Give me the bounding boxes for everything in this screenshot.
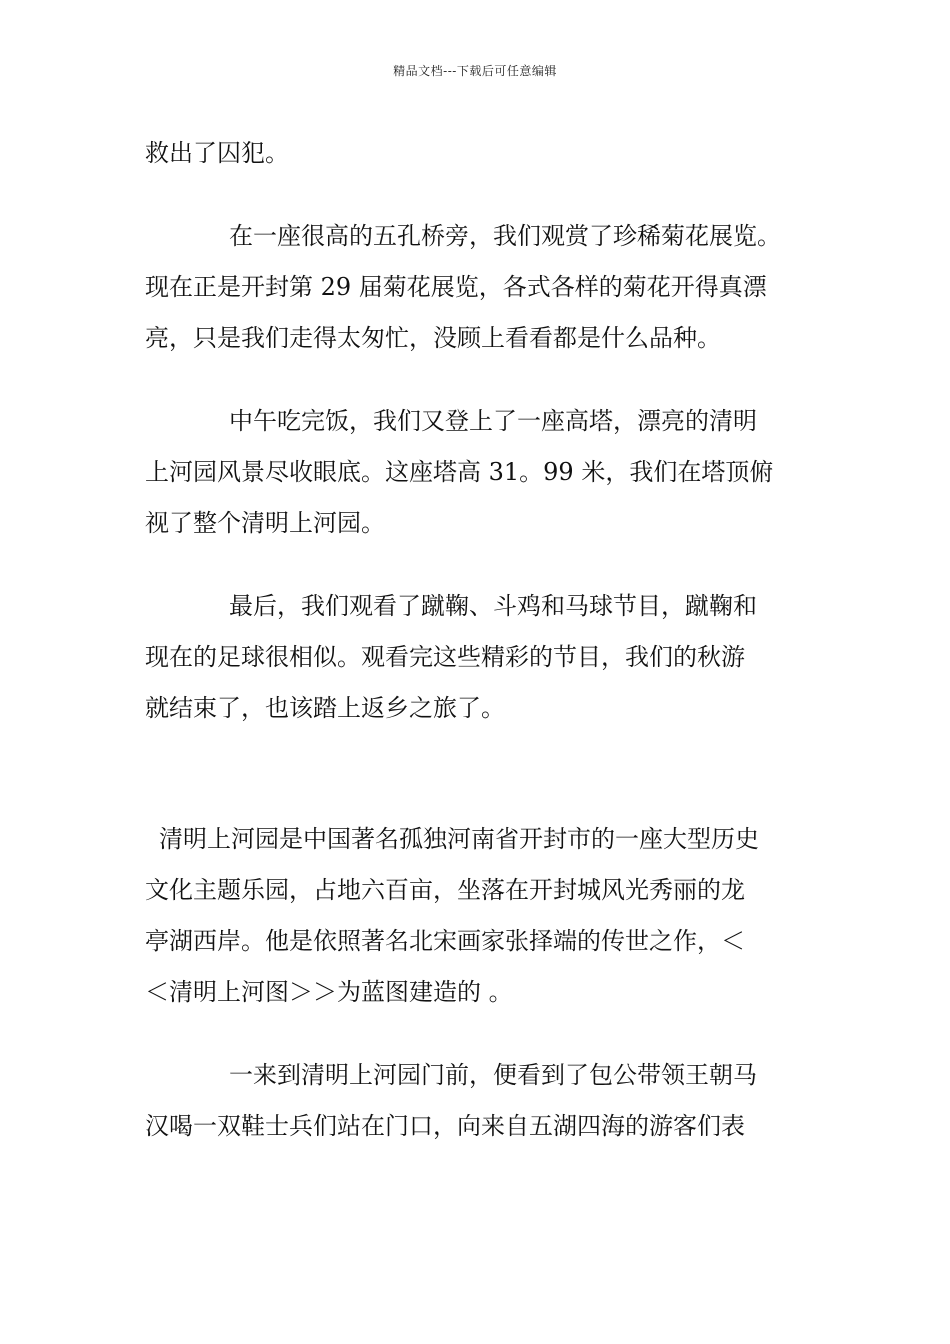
- paragraph-gap: [145, 549, 825, 581]
- paragraph-2: [145, 211, 825, 364]
- paragraph-line: 汉喝一双鞋士兵们站在门口，向来自五湖四海的游客们表: [145, 1112, 745, 1140]
- paragraph-line: 就结束了，也该踏上返乡之旅了。: [145, 694, 505, 722]
- paragraph-line: 最后，我们观看了蹴鞠、斗鸡和马球节目，蹴鞠和: [229, 592, 757, 620]
- paragraph-gap: [145, 364, 825, 396]
- paragraph-line: 一来到清明上河园门前，便看到了包公带领王朝马: [229, 1061, 757, 1089]
- paragraph-5: [145, 814, 825, 1018]
- paragraph-line: 视了整个清明上河园。: [145, 509, 385, 537]
- paragraph-line: ＜清明上河图＞＞为蓝图建造的 。: [145, 978, 513, 1006]
- paragraph-1: [145, 128, 825, 179]
- paragraph-line: 上河园风景尽收眼底。这座塔高 31。99 米，我们在塔顶俯: [145, 458, 774, 486]
- paragraph-line: 救出了囚犯。: [145, 139, 289, 167]
- paragraph-line: 现在正是开封第 29 届菊花展览，各式各样的菊花开得真漂: [145, 273, 767, 301]
- paragraph-line: 清明上河园是中国著名孤独河南省开封市的一座大型历史: [159, 825, 759, 853]
- paragraph-line: 中午吃完饭，我们又登上了一座高塔，漂亮的清明: [229, 407, 757, 435]
- paragraph-gap: [145, 179, 825, 211]
- document-body: [145, 128, 825, 1152]
- paragraph-line: 亮，只是我们走得太匆忙，没顾上看看都是什么品种。: [145, 324, 721, 352]
- paragraph-4: [145, 581, 825, 734]
- paragraph-line: 文化主题乐园，占地六百亩，坐落在开封城风光秀丽的龙: [145, 876, 745, 904]
- paragraph-line: 在一座很高的五孔桥旁，我们观赏了珍稀菊花展览。: [229, 222, 781, 250]
- paragraph-6: [145, 1050, 825, 1152]
- page-header: 精品文档---下载后可任意编辑: [393, 64, 557, 78]
- paragraph-3: [145, 396, 825, 549]
- section-gap: [145, 734, 825, 814]
- paragraph-line: 亭湖西岸。他是依照著名北宋画家张择端的传世之作，＜: [145, 927, 745, 955]
- paragraph-gap: [145, 1018, 825, 1050]
- paragraph-line: 现在的足球很相似。观看完这些精彩的节目，我们的秋游: [145, 643, 745, 671]
